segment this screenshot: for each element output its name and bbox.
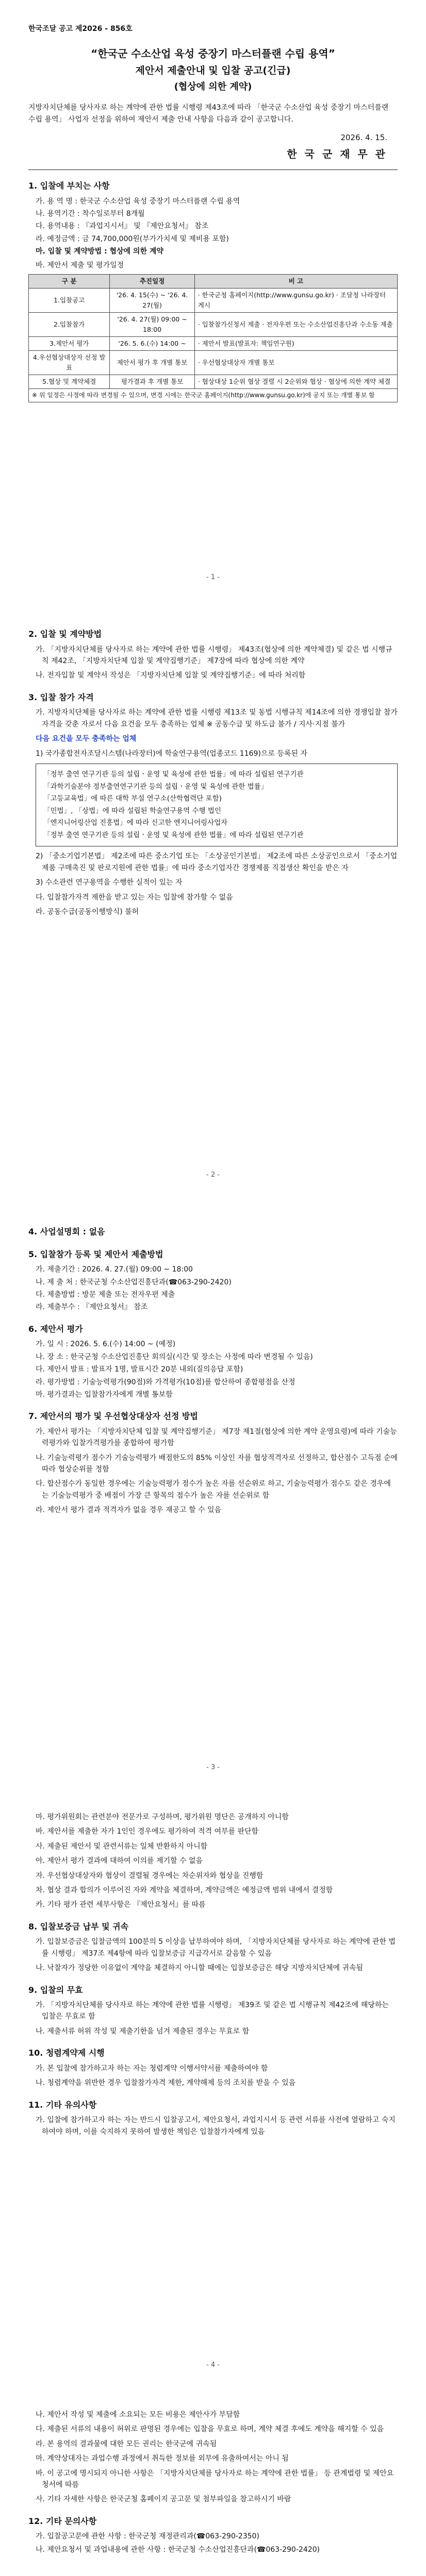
page-number: - 3 - xyxy=(206,1764,220,1772)
qualification-text: 가. 지방자치단체를 당사자로 하는 계약에 관한 법률 시행령 제13조 및 동법 시행규칙 제14조에 의한 경쟁입찰 참가자격을 갖춘 자로서 다음 요건을 모두 충족하는 업체 ※ 공동수급 및 하도급 불가 / 지사·지점 불가 xyxy=(36,708,398,728)
table-cell: '26. 5. 6.(수) 14:00 ~ xyxy=(110,337,194,351)
paragraph: 카. 기타 평가 관련 세부사항은 『제안요청서』를 따름 xyxy=(36,1901,206,1909)
page-number: - 2 - xyxy=(206,1171,220,1179)
paragraph: 나. 낙찰자가 정당한 이유없이 계약을 체결하지 아니할 때에는 입찰보증금은 해당 지방자치단체에 귀속됨 xyxy=(36,1964,363,1973)
list-item: 마. 평가결과는 입찰참가자에게 개별 통보함 xyxy=(36,1390,173,1399)
issuer-name: 한 국 군 재 무 관 xyxy=(287,148,387,161)
table-row xyxy=(29,389,398,402)
paragraph: 마. 평가위원회는 관련분야 전문가로 구성하며, 평가위원 명단은 공개하지 아니함 xyxy=(36,1813,289,1821)
list-item: 가. 일 시 : 2026. 5. 6.(수) 14:00 ~ (예정) xyxy=(36,1340,176,1349)
paragraph: 나. 전자입찰 및 계약서 작성은 「지방자치단체 입찰 및 계약집행기준」에 따라 처리함 xyxy=(36,671,306,680)
table-cell: · 우선협상대상자 개별 통보 xyxy=(194,351,397,375)
page-number: - 1 - xyxy=(206,573,220,582)
section-heading: 10. 청렴계약제 시행 xyxy=(28,2048,105,2058)
list-item: 가. 용 역 명 : 한국군 수소산업 육성 중장기 마스터플랜 수립 용역 xyxy=(36,197,240,206)
schedule-table xyxy=(28,274,398,402)
table-header: 추진일정 xyxy=(110,275,194,289)
paragraph: 다. 제출된 서류의 내용이 허위로 판명된 경우에는 입찰을 무효로 하며, 계약 체결 후에도 계약을 해지할 수 있음 xyxy=(36,2425,384,2434)
table-cell: 1.입찰공고 xyxy=(29,289,110,313)
table-cell: · 협상대상 1순위 협상 결렬 시 2순위와 협상 · 협상에 의한 계약 체결 xyxy=(194,375,397,389)
table-cell: 4.우선협상대상자 선정 발표 xyxy=(29,351,110,375)
table-header: 구 분 xyxy=(29,275,110,289)
box-line: 「정부 출연 연구기관 등의 설립ㆍ운영 및 육성에 관한 법률」에 따라 설립된 연구기관 xyxy=(43,831,304,839)
qualification-highlight: 다음 요건을 모두 충족하는 업체 xyxy=(36,735,137,743)
page-1 xyxy=(0,0,426,592)
contact-line: 나. 제안요청서 및 과업내용에 관한 사항 : 한국군청 수소산업진흥단과(☎063-290-2420) xyxy=(36,2545,320,2554)
paragraph: 자. 우선협상대상자와 협상이 결렬될 경우에는 차순위자와 협상을 진행함 xyxy=(36,1871,264,1880)
table-cell: · 입찰참가신청서 제출 · 전자우편 또는 수소산업진흥단과 수소동 제출 xyxy=(194,313,397,337)
page-number: - 4 - xyxy=(206,2361,220,2369)
paragraph: 가. 입찰에 참가하고자 하는 자는 반드시 입찰공고서, 제안요청서, 과업지시서 등 관련 서류를 사전에 열람하고 숙지하여야 하며, 이를 숙지하지 못하여 발생한 책임은 입찰참가자에게 있음 xyxy=(36,2116,396,2136)
section-heading: 6. 제안서 평가 xyxy=(28,1324,83,1334)
paragraph: 나. 기술능력평가 점수가 기술능력평가 배점한도의 85% 이상인 자를 협상적격자로 선정하고, 합산점수 고득점 순에 따라 협상순위를 정함 xyxy=(36,1453,398,1474)
section-heading: 2. 입찰 및 계약방법 xyxy=(28,629,102,639)
paragraph: 가. 제안서 평가는 「지방자치단체 입찰 및 계약집행기준」 제7장 제1절(협상에 의한 계약 운영요령)에 따라 기술능력평가와 입찰가격평가를 종합하여 평가함 xyxy=(36,1427,397,1448)
table-cell: 2.입찰참가 xyxy=(29,313,110,337)
table-note: ※ 위 일정은 사정에 따라 변경될 수 있으며, 변경 시에는 한국군 홈페이지(http://www.gunsu.go.kr)에 공지 또는 개별 통보 함 xyxy=(29,389,398,402)
page-2 xyxy=(0,592,426,1190)
paragraph: 가. 「지방자치단체를 당사자로 하는 계약에 관한 법률 시행령」 제43조(협상에 의한 계약체결) 및 같은 법 시행규칙 제42조, 「지방자치단체 입찰 및 계약집행기준」 제7장에 따라 협상에 의한 계약 xyxy=(36,645,392,665)
box-line: 「민법」, 「상법」에 따라 설립된 학술연구용역 수행 법인 xyxy=(43,806,221,815)
paragraph: 사. 기타 자세한 사항은 한국군청 홈페이지 공고문 및 첨부파일을 참고하시기 바람 xyxy=(36,2495,291,2504)
list-item: 다. 용역내용 : 『과업지시서』 및 『제안요청서』 참조 xyxy=(36,222,209,231)
paragraph: 가. 입찰보증금은 입찰금액의 100분의 5 이상을 납부하여야 하며, 「지방자치단체를 당사자로 하는 계약에 관한 법률 시행령」 제37조 제4항에 따라 입찰보증금 지급각서로 갈음할 수 있음 xyxy=(36,1938,396,1958)
paragraph: 라. 제안서 평가 결과 적격자가 없을 경우 재공고 할 수 있음 xyxy=(36,1506,222,1515)
list-item: 라. 예정금액 : 금 74,700,000원(부가가치세 및 제비용 포함) xyxy=(36,234,229,243)
table-row xyxy=(29,337,398,351)
section-heading: 3. 입찰 참가 자격 xyxy=(28,692,94,702)
contract-type-title: (협상에 의한 계약) xyxy=(174,81,252,92)
table-row xyxy=(29,375,398,389)
list-item: 라. 제출부수 : 『제안요청서』 참조 xyxy=(36,1303,148,1312)
paragraph: 가. 「지방자치단체를 당사자로 하는 계약에 관한 법률 시행령」 제39조 및 같은 법 시행규칙 제42조에 해당하는 입찰은 무효로 함 xyxy=(36,2001,389,2021)
paragraph: 바. 이 공고에 명시되지 아니한 사항은 「지방자치단체를 당사자로 하는 계약에 관한 법률」 등 관계법령 및 제안요청서에 따름 xyxy=(36,2469,394,2489)
table-cell: · 한국군청 홈페이지(http://www.gunsu.go.kr) · 조달청 나라장터 게시 xyxy=(194,289,397,313)
notice-number: 한국조달 공고 제2026 - 856호 xyxy=(28,25,133,33)
list-item: 마. 입찰 및 계약방법 : 협상에 의한 계약 xyxy=(36,247,163,256)
paragraph: 2) 「중소기업기본법」 제2조에 따른 중소기업 또는 「소상공인기본법」 제2조에 따른 소상공인으로서 「중소기업제품 구매촉진 및 판로지원에 관한 법률」에 따라 중소기업자간 경쟁제품 직접생산 확인을 받은 자 xyxy=(36,852,398,872)
page-5 xyxy=(0,2380,426,2576)
box-line: 「과학기술분야 정부출연연구기관 등의 설립ㆍ운영 및 육성에 관한 법률」 xyxy=(43,782,268,791)
section-heading: 4. 사업설명회 : 없음 xyxy=(28,1227,105,1236)
table-row xyxy=(29,289,398,313)
table-cell: · 제안서 발표(발표자: 책임연구원) xyxy=(194,337,397,351)
box-line: 「고등교육법」에 따른 대학 부설 연구소(산학협력단 포함) xyxy=(43,794,222,803)
paragraph: 마. 계약상대자는 과업수행 과정에서 취득한 정보를 외부에 유출하여서는 아니 됨 xyxy=(36,2454,289,2463)
eligible-institutions-box xyxy=(36,764,398,847)
table-cell: 제안서 평가 후 개별 통보 xyxy=(110,351,194,375)
table-cell: 3.제안서 평가 xyxy=(29,337,110,351)
section-heading: 5. 입찰참가 등록 및 제안서 제출방법 xyxy=(28,1249,163,1259)
list-item: 다. 제안서 발표 : 발표자 1명, 발표시간 20분 내외(질의응답 포함) xyxy=(36,1365,243,1374)
section-heading: 9. 입찰의 무효 xyxy=(28,1985,83,1995)
list-item: 나. 용역기간 : 착수일로부터 8개월 xyxy=(36,210,145,218)
list-item: 가. 제출기간 : 2026. 4. 27.(월) 09:00 ~ 18:00 xyxy=(36,1265,193,1274)
section-heading: 11. 기타 유의사항 xyxy=(28,2099,97,2110)
table-cell: 5.협상 및 계약체결 xyxy=(29,375,110,389)
intro-paragraph: 지방자치단체를 당사자로 하는 계약에 관한 법률 시행령 제43조에 따라 「한국군 수소산업 육성 중장기 마스터플랜 수립 용역」 사업자 선정을 위하여 제안서 제출 안내 사항을 다음과 같이 공고합니다. xyxy=(28,104,389,124)
section-heading: 8. 입찰보증금 납부 및 귀속 xyxy=(28,1921,129,1931)
table-cell: 평가결과 후 개별 통보 xyxy=(110,375,194,389)
document-title: “한국군 수소산업 육성 중장기 마스터플랜 수립 용역” xyxy=(91,47,335,60)
table-row xyxy=(29,351,398,375)
paragraph: 나. 청렴계약을 위반한 경우 입찰참가자격 제한, 계약해제 등의 조치를 받을 수 있음 xyxy=(36,2079,296,2088)
paragraph: 바. 제안서를 제출한 자가 1인인 경우에도 평가하여 적격 여부를 판단함 xyxy=(36,1827,259,1836)
table-row xyxy=(29,313,398,337)
paragraph xyxy=(36,733,398,744)
paragraph: 나. 제출서류 허위 작성 및 제출기한을 넘겨 제출된 경우는 무효로 함 xyxy=(36,2027,250,2036)
list-item: 나. 장 소 : 한국군청 수소산업진흥단 회의실(시간 및 장소는 사정에 따라 변경될 수 있음) xyxy=(36,1352,313,1361)
schedule-title: 바. 제안서 제출 및 평가일정 xyxy=(36,261,124,269)
list-item: 나. 제 출 처 : 한국군청 수소산업진흥단과(☎063-290-2420) xyxy=(36,1278,232,1286)
paragraph: 3) 수소관련 연구용역을 수행한 실적이 있는 자 xyxy=(36,878,183,887)
notice-date: 2026. 4. 15. xyxy=(340,133,387,143)
paragraph: 나. 제안서 작성 및 제출에 소요되는 모든 비용은 제안사가 부담함 xyxy=(36,2411,240,2419)
paragraph: 라. 본 용역의 결과물에 대한 모든 권리는 한국군에 귀속됨 xyxy=(36,2439,217,2448)
table-header: 비 고 xyxy=(194,275,397,289)
paragraph: 가. 본 입찰에 참가하고자 하는 자는 청렴계약 이행서약서를 제출하여야 함 xyxy=(36,2064,268,2073)
box-line: 「엔지니어링산업 진흥법」에 따라 신고한 엔지니어링사업자 xyxy=(43,819,228,827)
paragraph: 라. 공동수급(공동이행방식) 불허 xyxy=(36,908,139,917)
paragraph xyxy=(36,707,398,730)
paragraph: 다. 입찰참가자격 제한을 받고 있는 자는 입찰에 참가할 수 없음 xyxy=(36,893,233,902)
list-item: 다. 제출방법 : 방문 제출 또는 전자우편 제출 xyxy=(36,1290,175,1299)
page-4 xyxy=(0,1783,426,2380)
paragraph: 사. 제출된 제안서 및 관련서류는 일체 반환하지 아니함 xyxy=(36,1842,208,1851)
contact-line: 가. 입찰공고문에 관한 사항 : 한국군청 재정관리과(☎063-290-2350) xyxy=(36,2532,259,2541)
table-cell: '26. 4. 15(수) ~ '26. 4. 27(월) xyxy=(110,289,194,313)
box-line: 「정부 출연 연구기관 등의 설립ㆍ운영 및 육성에 관한 법률」에 따라 설립된 연구기관 xyxy=(43,770,304,778)
section-heading: 7. 제안서의 평가 및 우선협상대상자 선정 방법 xyxy=(28,1411,198,1421)
page-3 xyxy=(0,1190,426,1783)
section-heading: 12. 기타 문의사항 xyxy=(28,2516,97,2526)
list-item: 라. 평가방법 : 기술능력평가(90점)와 가격평가(10점)를 합산하여 종합평점을 산정 xyxy=(36,1378,296,1386)
table-cell: '26. 4. 27(월) 09:00 ~ 18:00 xyxy=(110,313,194,337)
paragraph: 아. 제안서 평가 결과에 대하여 이의를 제기할 수 없음 xyxy=(36,1857,203,1866)
paragraph: 다. 합산점수가 동일한 경우에는 기술능력평가 점수가 높은 자를 선순위로 하고, 기술능력평가 점수도 같은 경우에는 기술능력평가 중 배점이 가장 큰 항목의 점수가 높은 자를 선순위로 함 xyxy=(36,1480,391,1500)
document-subtitle: 제안서 제출안내 및 입찰 공고(긴급) xyxy=(135,65,291,77)
paragraph: 차. 협상 결과 합의가 이루어진 자와 계약을 체결하며, 계약금액은 예정금액 범위 내에서 결정함 xyxy=(36,1886,333,1894)
paragraph: 1) 국가종합전자조달시스템(나라장터)에 학술연구용역(업종코드 1169)으로 등록된 자 xyxy=(36,749,307,758)
section-heading: 1. 입찰에 부치는 사항 xyxy=(28,181,110,191)
